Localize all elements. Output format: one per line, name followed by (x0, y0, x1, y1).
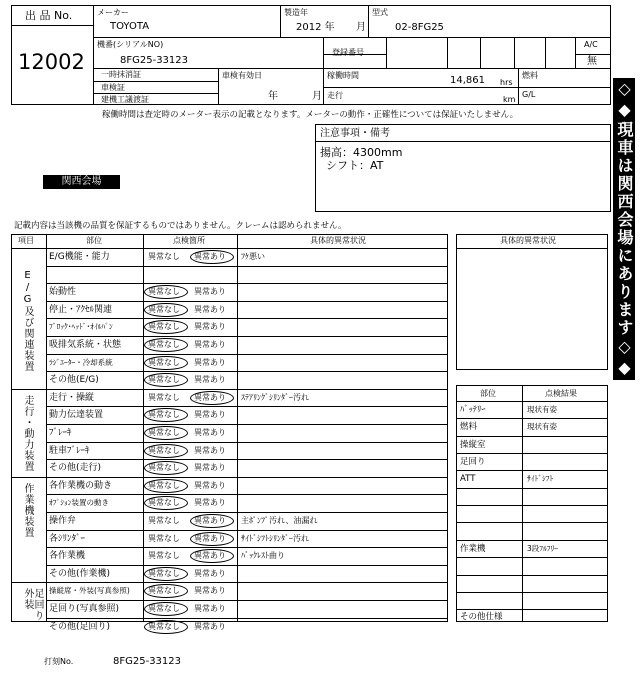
row-normal-option: 異常なし (148, 604, 180, 613)
right-row-part: 燃料 (460, 422, 478, 432)
header-part: 部位 (86, 236, 102, 245)
group-label: 足回り外装 (22, 588, 43, 622)
row-abnormal-option: 異常あり (194, 428, 226, 437)
right-row-part: 操縦室 (460, 440, 486, 450)
vehicle-inspection-cert-label: 車検証 (101, 83, 125, 92)
row-detail: ｻｲﾄﾞｼﾌﾄｼﾘﾝﾀﾞｰ汚れ (241, 533, 309, 543)
row-part: ﾌﾞﾛｯｸ･ﾍｯﾄﾞ･ｵｲﾙﾊﾟﾝ (49, 322, 113, 332)
right-row-part: 足回り (460, 457, 486, 467)
right-row-result: 現状有姿 (527, 405, 557, 414)
right-row-part: 作業機 (460, 544, 486, 554)
maker-label: メーカー (97, 8, 129, 17)
inspection-month-suffix: 月 (312, 91, 322, 102)
row-abnormal-option: 異常あり (194, 480, 226, 490)
row-part: その他(E/G) (49, 375, 99, 386)
circle-mark (190, 514, 234, 528)
header-detail: 具体的異常状況 (310, 236, 366, 245)
row-part: 駐車ﾌﾞﾚｰｷ (49, 445, 90, 456)
row-abnormal-option: 異常あり (194, 340, 226, 349)
row-normal-option: 異常なし (148, 463, 180, 473)
row-normal-option: 異常なし (148, 287, 180, 297)
row-part: 操縦席・外装(写真参照) (49, 586, 130, 596)
circle-mark (144, 356, 188, 370)
venue-label: 関西会場 (43, 175, 120, 189)
stamp-value: 8FG25-33123 (113, 656, 182, 667)
row-abnormal-option: 異常あり (194, 252, 226, 261)
row-normal-option: 異常なし (148, 410, 180, 420)
row-detail: 主ﾎﾟﾝﾌﾟ汚れ、油漏れ (241, 516, 318, 525)
row-normal-option: 異常なし (148, 568, 180, 578)
row-normal-option: 異常なし (148, 357, 180, 367)
row-part: その他(足回り) (49, 621, 111, 632)
row-normal-option: 異常なし (148, 480, 180, 490)
circle-mark (190, 532, 234, 546)
inspection-year-suffix: 年 (268, 91, 278, 102)
row-part: E/G機能・能力 (49, 252, 110, 262)
row-abnormal-option: 異常あり (194, 586, 226, 596)
row-abnormal-option: 異常あり (194, 551, 226, 561)
model-label: 型式 (372, 8, 388, 17)
circle-mark (144, 479, 188, 493)
row-part: ﾌﾞﾚｰｷ (49, 428, 72, 438)
row-part: 動力伝達装置 (49, 410, 104, 421)
hours-notice: 稼働時間は査定時のメーター表示の記載となります。メーターの動作・正確性については保証いたしません。 (102, 110, 519, 120)
travel-label: 走行 (327, 91, 343, 100)
temp-deregistration-label: 一時抹消証 (101, 70, 141, 79)
row-abnormal-option: 異常あり (194, 516, 226, 525)
row-normal-option: 異常なし (148, 445, 180, 455)
row-normal-option: 異常なし (148, 252, 180, 261)
group-label: 作業機装置 (22, 482, 33, 538)
row-normal-option: 異常なし (148, 375, 180, 385)
row-part: ｵﾌﾟｼｮﾝ装置の動き (49, 498, 109, 508)
row-abnormal-option: 異常あり (194, 463, 226, 473)
row-normal-option: 異常なし (148, 621, 180, 631)
inspection-label: 車検有効日 (222, 71, 262, 80)
notes-line-1: 揚高：4300mm (320, 146, 403, 159)
maker-value: TOYOTA (110, 21, 150, 32)
circle-mark (190, 250, 234, 264)
hours-value: 14,861 (450, 75, 485, 86)
ac-value: 無 (587, 56, 597, 67)
right-row-part: その他仕様 (460, 612, 503, 622)
row-normal-option: 異常なし (148, 586, 180, 596)
right-header-detail: 具体的異常状況 (500, 236, 556, 245)
row-part: 操作弁 (49, 516, 77, 526)
row-normal-option: 異常なし (148, 551, 180, 561)
serial-label: 機番(シリアルNO) (97, 40, 164, 49)
circle-mark (190, 391, 234, 405)
registration-label: 登録番号 (332, 48, 364, 57)
row-normal-option: 異常なし (148, 428, 180, 437)
fuel-label: 燃料 (522, 71, 538, 80)
row-abnormal-option: 異常あり (194, 604, 226, 613)
model-value: 02-8FG25 (395, 22, 444, 33)
row-detail: ﾌｹ悪い (241, 252, 265, 261)
header-item: 項目 (18, 236, 34, 245)
group-label: 走行・動力装置 (22, 394, 33, 472)
row-abnormal-option: 異常あり (194, 304, 226, 314)
row-part: 始動性 (49, 287, 77, 298)
ac-label: A/C (584, 40, 598, 49)
row-abnormal-option: 異常あり (194, 410, 226, 420)
circle-mark (144, 338, 188, 352)
circle-mark (144, 602, 188, 616)
group-label: E/G及び関連装置 (22, 270, 33, 372)
year-label: 製造年 (284, 8, 308, 17)
circle-mark (144, 303, 188, 317)
lot-number: 12002 (18, 50, 85, 74)
disclaimer: 記載内容は当該機の品質を保証するものではありません。クレームは認められません。 (14, 221, 347, 231)
row-abnormal-option: 異常あり (194, 621, 226, 631)
circle-mark (144, 444, 188, 458)
row-normal-option: 異常なし (148, 392, 180, 402)
row-abnormal-option: 異常あり (194, 375, 226, 385)
row-normal-option: 異常なし (148, 322, 180, 332)
row-part: その他(走行) (49, 463, 102, 474)
stamp-label: 打刻No. (44, 657, 74, 666)
row-part: その他(作業機) (49, 568, 111, 579)
row-part: 停止・ｱｸｾﾙ関連 (49, 304, 113, 315)
row-part: ﾗｼﾞｴｰﾀｰ・冷却系統 (49, 357, 113, 367)
year-value: 2012 年 (296, 22, 335, 33)
row-part: 各作業機 (49, 551, 86, 562)
right-header-part: 部位 (480, 389, 496, 398)
row-part: 走行・操縦 (49, 392, 95, 403)
right-row-result: 3段ﾌﾙﾌﾘｰ (527, 544, 559, 553)
header-check: 点検箇所 (173, 236, 205, 245)
row-part: 吸排気系統・状態 (49, 340, 122, 350)
row-normal-option: 異常なし (148, 304, 180, 314)
venue-side-banner: ◇◆現車は関西会場にあります◇◆ (615, 79, 634, 379)
right-row-result: ｻｲﾄﾞｼﾌﾄ (527, 474, 554, 483)
row-detail: ｽﾃｱﾘﾝｸﾞｼﾘﾝﾀﾞｰ汚れ (241, 392, 309, 402)
row-abnormal-option: 異常あり (194, 357, 226, 367)
right-row-part: ATT (460, 474, 476, 484)
row-part: 足回り(写真参照) (49, 604, 120, 614)
row-detail: ﾊﾞｯｸﾚｽﾄ曲り (241, 551, 285, 561)
circle-mark (144, 620, 188, 634)
year-month-suffix: 月 (356, 22, 366, 33)
row-abnormal-option: 異常あり (194, 533, 226, 543)
right-row-result: 現状有姿 (527, 422, 557, 431)
notes-label: 注意事項・備考 (320, 128, 390, 139)
row-abnormal-option: 異常あり (194, 322, 226, 332)
row-normal-option: 異常なし (148, 340, 180, 349)
serial-value: 8FG25-33123 (120, 55, 189, 66)
row-abnormal-option: 異常あり (194, 568, 226, 578)
row-abnormal-option: 異常あり (194, 498, 226, 508)
circle-mark (144, 426, 188, 440)
row-normal-option: 異常なし (148, 533, 180, 543)
row-abnormal-option: 異常あり (194, 392, 226, 402)
right-row-part: ﾊﾞｯﾃﾘｰ (460, 405, 486, 415)
fuel-value: G/L (522, 90, 536, 99)
row-part: 各ｼﾘﾝﾀﾞｰ (49, 533, 86, 544)
hours-label: 稼働時間 (327, 71, 359, 80)
right-header-result: 点検結果 (545, 389, 577, 398)
hours-unit: hrs (500, 78, 513, 87)
notes-line-2: シフト：AT (326, 159, 384, 172)
circle-mark (144, 567, 188, 581)
transfer-cert-label: 建機工議渡証 (101, 95, 149, 104)
row-normal-option: 異常なし (148, 516, 180, 525)
lot-label: 出 品 No. (25, 9, 73, 22)
row-part: 各作業機の動き (49, 480, 113, 491)
travel-unit: km (503, 95, 516, 104)
row-normal-option: 異常なし (148, 498, 180, 508)
row-abnormal-option: 異常あり (194, 287, 226, 297)
row-abnormal-option: 異常あり (194, 445, 226, 455)
